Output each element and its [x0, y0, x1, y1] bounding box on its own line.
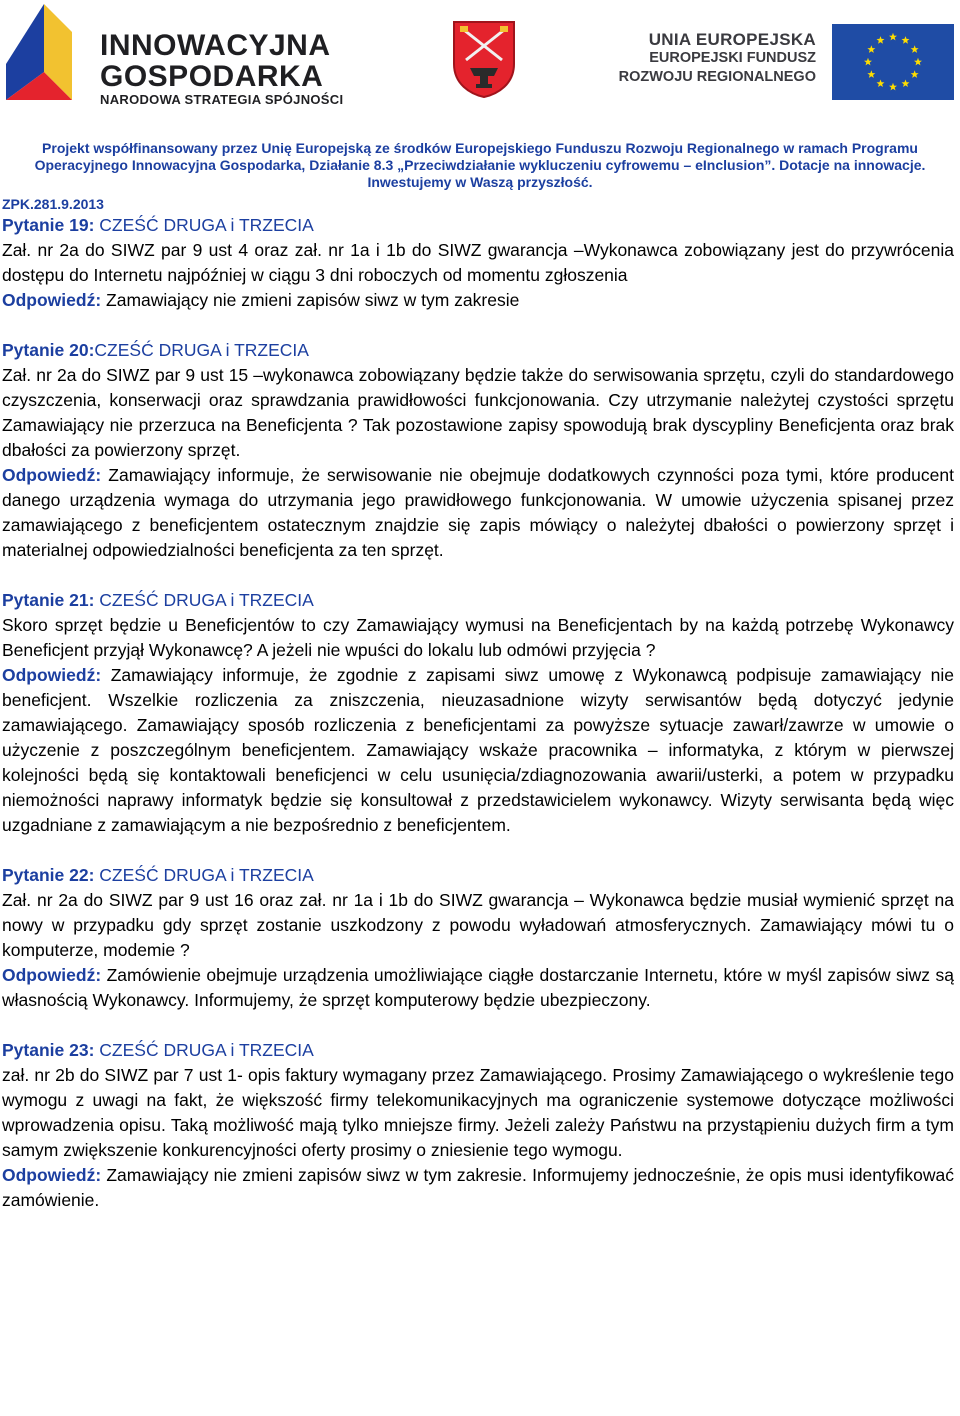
question-19-part: CZEŚĆ DRUGA i TRZECIA: [94, 215, 314, 235]
answer-20: [2, 463, 954, 563]
ig-logo-subtitle: NARODOWA STRATEGIA SPÓJNOŚCI: [100, 92, 344, 107]
eu-logo-text: [612, 30, 816, 87]
eu-line1: UNIA EUROPEJSKA: [648, 30, 816, 49]
programme-header: [0, 140, 960, 191]
question-21-body: Skoro sprzęt będzie u Beneficjentów to czy Zamawiający wymusi na Beneficjentach by na każdą potrzebę Wykonawcy Beneficjent przyjął Wykonawcę? A jeżeli nie wpuści do lokalu lub odmówi przyjęcia ?: [2, 615, 954, 660]
spacer: [2, 1013, 954, 1038]
question-21-number: Pytanie 21:: [2, 590, 95, 610]
answer-label: Odpowiedź:: [2, 465, 102, 485]
question-21-heading: [2, 588, 954, 613]
reference-number: ZPK.281.9.2013: [2, 196, 104, 212]
question-23-heading: [2, 1038, 954, 1063]
question-22-heading: [2, 863, 954, 888]
answer-label: Odpowiedź:: [2, 665, 102, 685]
eu-line2: EUROPEJSKI FUNDUSZ: [649, 50, 816, 66]
programme-line3: Inwestujemy w Waszą przyszłość.: [367, 174, 593, 190]
answer-21-text: Zamawiający informuje, że zgodnie z zapisami siwz umowę z Wykonawcą podpisuje zamawiający nie beneficjent. Wszelkie rozliczenia za zniszczenia, nieuzasadnione wizyty serwisantów będą dotyczyć jedynie zamawiającego. Zamawiający sposób rozliczenia z beneficjentami za powyższe sytuacje zawarł/zawrze w umowie o użyczenie z poszczególnym beneficjentem. Zamawiający wskaże pracownika – informatyka, z którym w pierwszej kolejności będą się kontaktowali beneficjenci w celu usunięcia/zdiagnozowania awarii/usterki, a potem w przypadku niemożności naprawy informatyk będzie się konsultował z przedstawicielem wykonawcy. Wizyty serwisanta będą więc uzgadniane z zamawiającym a nie bezpośrednio z beneficjentem.: [2, 665, 954, 835]
programme-line2: Operacyjnego Innowacyjna Gospodarka, Działanie 8.3 „Przeciwdziałanie wykluczeniu cyfrowemu – eInclusion”. Dotacje na innowacje.: [34, 157, 926, 173]
answer-20-text: Zamawiający informuje, że serwisowanie nie obejmuje dodatkowych czynności poza tymi, które producent danego urządzenia wymaga do utrzymania jego prawidłowego funkcjonowania. W umowie użyczenia spisanej przez zamawiającego z beneficjentem ostatecznym znajdzie się zapis mówiący o należytej dbałości o powierzony sprzęt i materialnej odpowiedzialności beneficjenta za ten sprzęt.: [2, 465, 954, 560]
question-23-number: Pytanie 23:: [2, 1040, 95, 1060]
question-22-body: Zał. nr 2a do SIWZ par 9 ust 16 oraz zał. nr 1a i 1b do SIWZ gwarancja – Wykonawca będzie musiał wymienić sprzęt na nowy w przypadku gdy sprzęt zostanie uszkodzony z powodu wyładowań atmosferycznych. Zamawiający mówi tu o komputerze, modemie ?: [2, 890, 954, 960]
question-19-heading: [2, 213, 954, 238]
answer-19: [2, 288, 954, 313]
spacer: [2, 838, 954, 863]
document-body: [2, 196, 954, 1213]
question-20-body: Zał. nr 2a do SIWZ par 9 ust 15 –wykonawca zobowiązany będzie także do serwisowania sprzętu, czyli do standardowego czyszczenia, konserwacji oraz sprawdzania prawidłowości funkcjonowania. Czy utrzymanie należytej czystości sprzętu Zamawiający nie przerzuca na Beneficjenta ? Tak pozostawione zapisy spowodują brak dyscypliny Beneficjenta oraz brak dbałości za powierzony sprzęt.: [2, 365, 954, 460]
ig-logo-title: [100, 30, 331, 92]
question-20-number: Pytanie 20:: [2, 340, 95, 360]
answer-22-text: Zamówienie obejmuje urządzenia umożliwiające ciągłe dostarczanie Internetu, które w myśl zapisów siwz są własnością Wykonawcy. Informujemy, że sprzęt komputerowy będzie ubezpieczony.: [2, 965, 954, 1010]
question-22-number: Pytanie 22:: [2, 865, 95, 885]
answer-label: Odpowiedź:: [2, 290, 102, 310]
eu-flag-icon: [832, 24, 954, 100]
answer-22: [2, 963, 954, 1013]
answer-21: [2, 663, 954, 838]
answer-19-text: Zamawiający nie zmieni zapisów siwz w tym zakresie: [101, 290, 520, 310]
question-20-heading: [2, 338, 954, 363]
question-23-part: CZEŚĆ DRUGA i TRZECIA: [94, 1040, 314, 1060]
question-20-part: CZEŚĆ DRUGA i TRZECIA: [94, 340, 309, 360]
question-23-body: zał. nr 2b do SIWZ par 7 ust 1- opis faktury wymagany przez Zamawiającego. Prosimy Zamawiającego o wykreślenie tego wymogu z uwagi na fakt, że większość firmy telekomunikacyjnych ma ograniczenie systemowe dotyczące możliwości wprowadzenia opisu. Taką możliwość mają tylko mniejsze firmy. Jeżeli zależy Państwu na przystąpieniu dużych firm a tym samym zwiększenie konkurencyjności oferty prosimy o zniesienie tego wymogu.: [2, 1065, 954, 1160]
question-21-part: CZEŚĆ DRUGA i TRZECIA: [94, 590, 314, 610]
eu-line3: ROZWOJU REGIONALNEGO: [618, 69, 816, 85]
ig-logo-line2: GOSPODARKA: [100, 60, 324, 93]
spacer: [2, 563, 954, 588]
answer-label: Odpowiedź:: [2, 965, 102, 985]
answer-23-text: Zamawiający nie zmieni zapisów siwz w tym zakresie. Informujemy jednocześnie, że opis musi identyfikować zamówienie.: [2, 1165, 954, 1210]
innowacyjna-gospodarka-logo-icon: [4, 2, 74, 102]
question-19-body: Zał. nr 2a do SIWZ par 9 ust 4 oraz zał. nr 1a i 1b do SIWZ gwarancja –Wykonawca zobowiązany jest do przywrócenia dostępu do Internetu najpóźniej w ciągu 3 dni roboczych od momentu zgłoszenia: [2, 240, 954, 285]
header-logos: [0, 0, 960, 112]
ig-logo-line1: INNOWACYJNA: [100, 29, 331, 62]
question-22-part: CZEŚĆ DRUGA i TRZECIA: [94, 865, 314, 885]
question-19-number: Pytanie 19:: [2, 215, 95, 235]
answer-label: Odpowiedź:: [2, 1165, 102, 1185]
spacer: [2, 313, 954, 338]
programme-line1: Projekt współfinansowany przez Unię Europejską ze środków Europejskiego Funduszu Rozwoju Regionalnego w ramach Programu: [42, 140, 918, 156]
answer-23: [2, 1163, 954, 1213]
coat-of-arms-icon: [452, 20, 516, 98]
